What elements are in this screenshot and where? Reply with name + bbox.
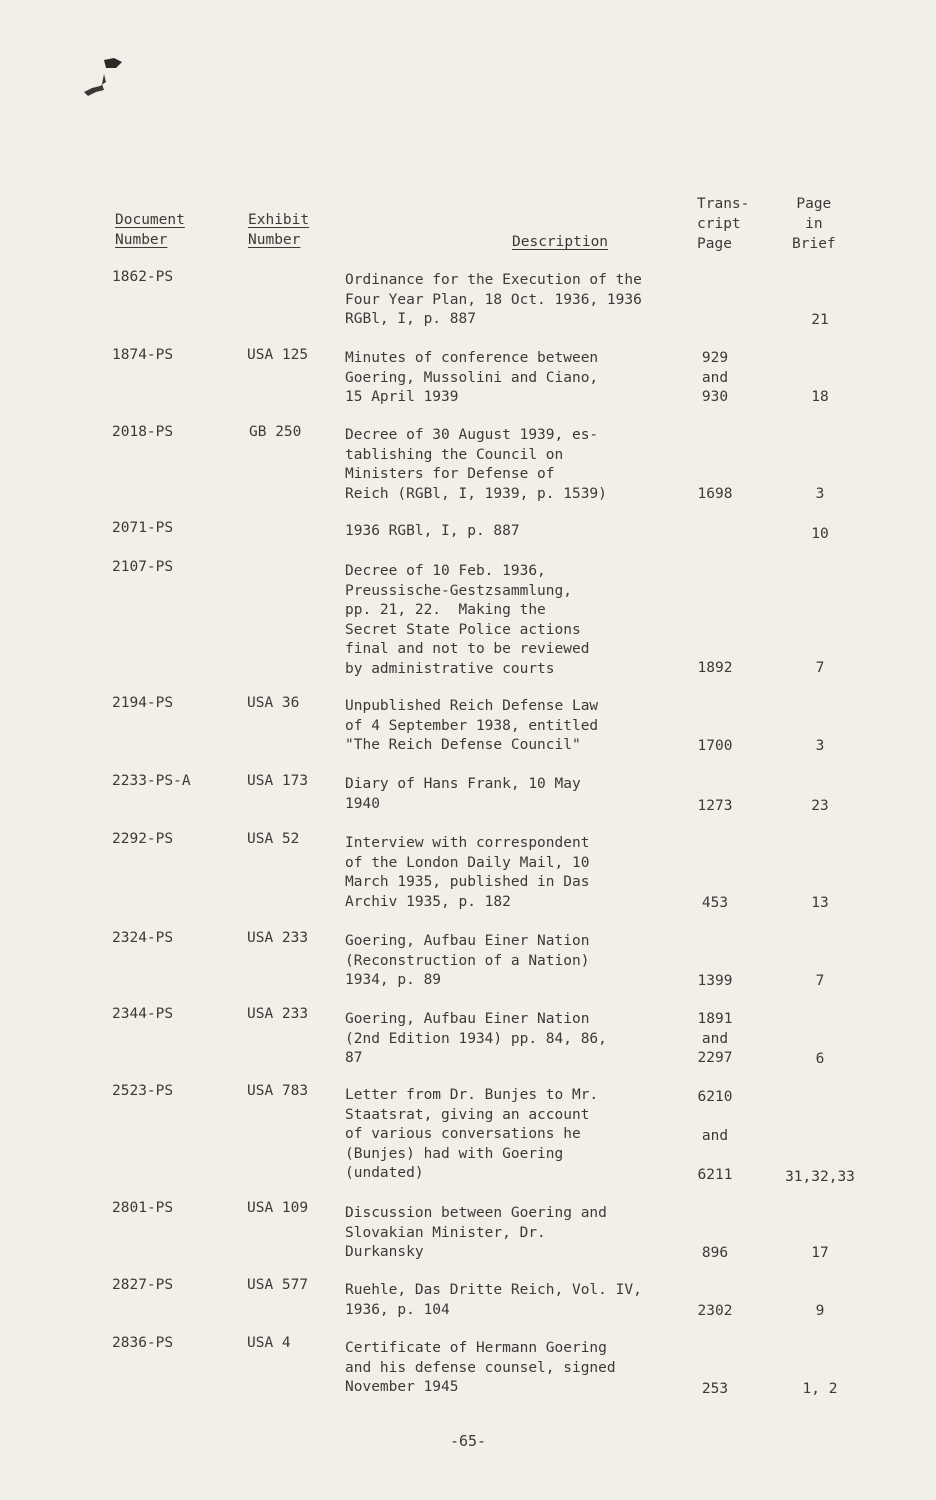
exhibit-number: USA 36 — [247, 695, 300, 711]
brief-page: 3 — [815, 486, 825, 502]
brief-page: 3 — [815, 738, 825, 754]
transcript-page: 1892 — [697, 660, 733, 676]
transcript-page: 1399 — [697, 973, 733, 989]
description: Interview with correspondent of the London Daily Mail, 10 March 1935, published in Das Archiv 1935, p. 182 — [345, 835, 590, 910]
brief-page: 21 — [811, 312, 829, 328]
brief-page: 13 — [811, 895, 829, 911]
brief-page: 6 — [815, 1051, 825, 1067]
header-page-in-brief — [792, 194, 836, 254]
transcript-page: 929 and 930 — [701, 350, 729, 405]
description: Goering, Aufbau Einer Nation (2nd Edition 1934) pp. 84, 86, 87 — [345, 1011, 607, 1066]
document-number: 2344-PS — [112, 1006, 174, 1022]
brief-page: 7 — [815, 973, 825, 989]
brief-page: 10 — [811, 526, 829, 542]
transcript-page: 896 — [701, 1245, 729, 1261]
header-document-number — [115, 210, 185, 250]
header-exhibit-number — [248, 210, 309, 250]
header-description — [512, 232, 608, 252]
header-document-number-text: Document Number — [115, 212, 185, 248]
document-number: 2523-PS — [112, 1083, 174, 1099]
brief-page: 1, 2 — [802, 1381, 838, 1397]
exhibit-number: USA 4 — [247, 1335, 291, 1351]
exhibit-number: USA 173 — [247, 773, 309, 789]
header-description-text: Description — [512, 234, 609, 250]
exhibit-number: USA 577 — [247, 1277, 309, 1293]
document-number: 2292-PS — [112, 831, 174, 847]
document-number: 2071-PS — [112, 520, 174, 536]
exhibit-number: USA 125 — [247, 347, 309, 363]
description: Minutes of conference between Goering, Mussolini and Ciano, 15 April 1939 — [345, 350, 599, 405]
description: Decree of 10 Feb. 1936, Preussische-Gestzsammlung, pp. 21, 22. Making the Secret State Police actions final and not to be reviewed by administrative courts — [345, 563, 590, 677]
description: Certificate of Hermann Goering and his defense counsel, signed November 1945 — [345, 1340, 616, 1395]
description: Discussion between Goering and Slovakian Minister, Dr. Durkansky — [345, 1205, 607, 1260]
document-number: 2836-PS — [112, 1335, 174, 1351]
document-number: 2194-PS — [112, 695, 174, 711]
transcript-page: 2302 — [697, 1303, 733, 1319]
brief-page: 9 — [815, 1303, 825, 1319]
document-number: 2827-PS — [112, 1277, 174, 1293]
description: Diary of Hans Frank, 10 May 1940 — [345, 776, 581, 812]
description: Ruehle, Das Dritte Reich, Vol. IV, 1936, p. 104 — [345, 1282, 642, 1318]
brief-page: 18 — [811, 389, 829, 405]
transcript-page: 1700 — [697, 738, 733, 754]
description: 1936 RGBl, I, p. 887 — [345, 523, 520, 539]
brief-page: 17 — [811, 1245, 829, 1261]
header-transcript-page-text: Trans- cript Page — [697, 196, 750, 252]
transcript-page: 1891 and 2297 — [697, 1011, 733, 1066]
header-transcript-page — [697, 194, 749, 254]
document-number: 1874-PS — [112, 347, 174, 363]
header-page-in-brief-text: Page in Brief — [792, 196, 836, 252]
brief-page: 7 — [815, 660, 825, 676]
description: Letter from Dr. Bunjes to Mr. Staatsrat, giving an account of various conversations he (Bunjes) had with Goering (undated) — [345, 1087, 599, 1181]
transcript-page: 6210 and 6211 — [697, 1089, 733, 1183]
exhibit-number: USA 52 — [247, 831, 300, 847]
document-number: 2801-PS — [112, 1200, 174, 1216]
transcript-page: 1273 — [697, 798, 733, 814]
exhibit-number: USA 233 — [247, 930, 309, 946]
document-number: 2107-PS — [112, 559, 174, 575]
document-number: 1862-PS — [112, 269, 174, 285]
transcript-page: 453 — [701, 895, 729, 911]
description: Ordinance for the Execution of the Four Year Plan, 18 Oct. 1936, 1936 RGBl, I, p. 887 — [345, 272, 642, 327]
exhibit-number: USA 233 — [247, 1006, 309, 1022]
description: Decree of 30 August 1939, es- tablishing the Council on Ministers for Defense of Reich (RGBl, I, 1939, p. 1539) — [345, 427, 607, 502]
document-number: 2018-PS — [112, 424, 174, 440]
document-number: 2233-PS-A — [112, 773, 191, 789]
brief-page: 23 — [811, 798, 829, 814]
exhibit-number: USA 109 — [247, 1200, 309, 1216]
brief-page: 31,32,33 — [785, 1169, 855, 1185]
ink-mark-icon — [78, 52, 128, 100]
exhibit-number: USA 783 — [247, 1083, 309, 1099]
transcript-page: 253 — [701, 1381, 729, 1397]
description: Goering, Aufbau Einer Nation (Reconstruction of a Nation) 1934, p. 89 — [345, 933, 590, 988]
transcript-page: 1698 — [697, 486, 733, 502]
page-number: -65- — [449, 1432, 487, 1450]
header-exhibit-number-text: Exhibit Number — [248, 212, 310, 248]
document-number: 2324-PS — [112, 930, 174, 946]
description: Unpublished Reich Defense Law of 4 September 1938, entitled "The Reich Defense Council" — [345, 698, 599, 753]
exhibit-number: GB 250 — [249, 424, 302, 440]
